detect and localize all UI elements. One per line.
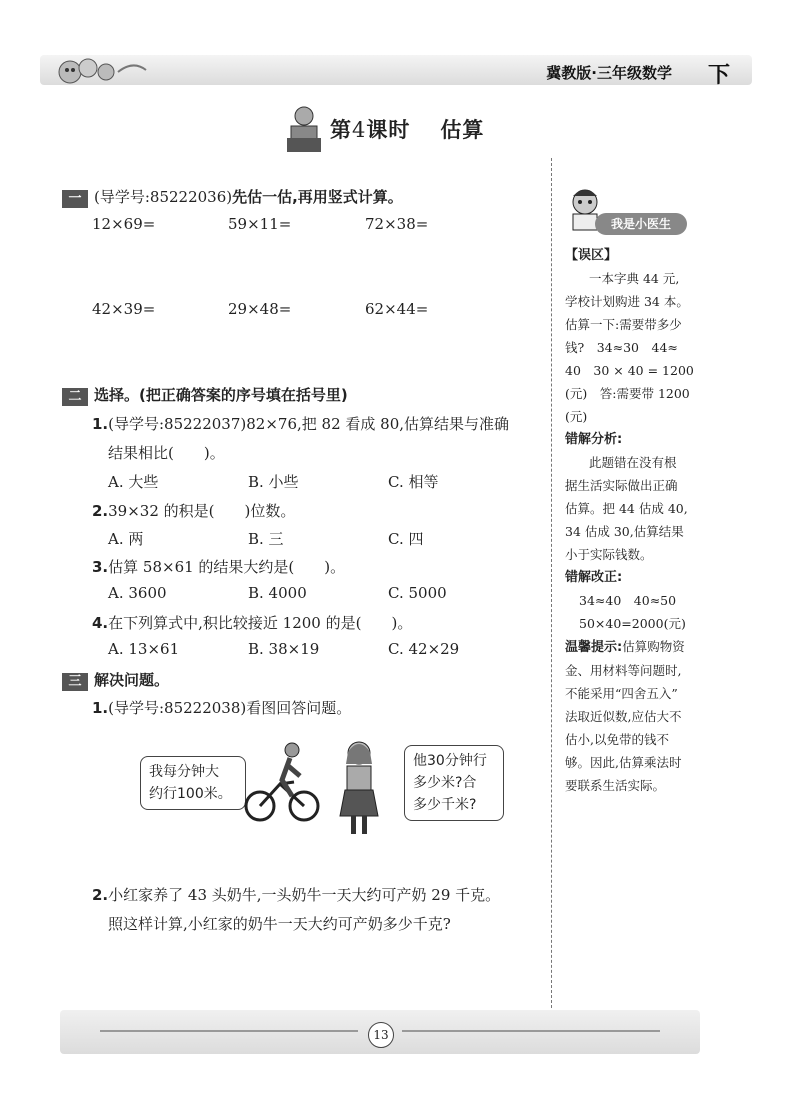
correction-label: 错解改正: — [565, 570, 623, 585]
mistake-label: 【误区】 — [565, 248, 618, 263]
tip-label: 温馨提示: — [565, 640, 623, 655]
sidebar-content: 【误区】 一本字典 44 元, 学校计划购进 34 本。 估算一下:需要带多少 钱? 34≈30 44≈ 40 30 × 40 = 1200 (元) 答:需要带 1200 (元) 错解分析: 此题错在没有根 据生活实际做出正确 估算。把 44 估成 40, 34 估成 30,估算结果 小于实际钱数。 错解改正: 34≈40 40≈50 50×40=2000(元) 温馨提示:估算购物资 金、用材料等问题时, 不能采用“四舍五入” 法取近似数,应估大不 估小,以免带的钱不 够。因此,估算乘法时 要联系生活实际。 — [565, 244, 705, 797]
q2-option-b: B. 三 — [248, 530, 284, 548]
section1-heading: 一 (导学号:85222036)先估一估,再用竖式计算。 — [62, 186, 403, 208]
q1-option-c: C. 相等 — [388, 473, 439, 491]
problem-4: 42×39= — [92, 300, 156, 318]
column-divider — [551, 158, 552, 1008]
choice-q2: 2.39×32 的积是( )位数。 — [92, 502, 296, 520]
q2-option-a: A. 两 — [108, 530, 144, 548]
q3-option-a: A. 3600 — [108, 584, 167, 602]
book-series: 冀教版·三年级数学 — [546, 64, 672, 82]
section-label: 一 — [62, 190, 88, 208]
q1-option-b: B. 小些 — [248, 473, 299, 491]
q3-option-c: C. 5000 — [388, 584, 447, 602]
lesson-title: 第4课时 估算 — [330, 118, 485, 142]
problem-5: 29×48= — [228, 300, 292, 318]
speech-bubble-girl: 他30分钟行 多少米?合 多少千米? — [404, 745, 504, 821]
header-cartoon-logo — [48, 50, 148, 90]
page-number: 13 — [368, 1022, 394, 1048]
problem-3: 72×38= — [365, 215, 429, 233]
problem-q2: 2.小红家养了 43 头奶牛,一头奶牛一天大约可产奶 29 千克。 — [92, 886, 501, 904]
section3-heading: 三 解决问题。 — [62, 669, 169, 691]
problem-2: 59×11= — [228, 215, 292, 233]
speech-bubble-cyclist: 我每分钟大 约行100米。 — [140, 756, 246, 810]
girl-illustration — [334, 738, 384, 838]
choice-q3: 3.估算 58×61 的结果大约是( )。 — [92, 558, 346, 576]
problem-1: 12×69= — [92, 215, 156, 233]
choice-q4: 4.在下列算式中,积比较接近 1200 的是( )。 — [92, 614, 413, 632]
q4-option-b: B. 38×19 — [248, 640, 320, 658]
section2-heading: 二 选择。(把正确答案的序号填在括号里) — [62, 384, 348, 406]
q1-option-a: A. 大些 — [108, 473, 159, 491]
choice-q1: 1.(导学号:85222037)82×76,把 82 看成 80,估算结果与准确 — [92, 415, 510, 433]
problem-6: 62×44= — [365, 300, 429, 318]
choice-q1-cont: 结果相比( )。 — [108, 444, 225, 462]
teacher-icon — [285, 104, 323, 154]
analysis-label: 错解分析: — [565, 432, 623, 447]
problem-q2-cont: 照这样计算,小红家的奶牛一天大约可产奶多少千克? — [108, 915, 451, 933]
q3-option-b: B. 4000 — [248, 584, 307, 602]
q4-option-c: C. 42×29 — [388, 640, 460, 658]
lesson-subtitle: 估算 — [440, 118, 485, 142]
q4-option-a: A. 13×61 — [108, 640, 180, 658]
q2-option-c: C. 四 — [388, 530, 424, 548]
footer-rule-right — [402, 1030, 660, 1032]
problem-q1: 1.(导学号:85222038)看图回答问题。 — [92, 699, 352, 717]
section-label: 二 — [62, 388, 88, 406]
volume-mark: 下 — [707, 63, 730, 88]
doctor-banner: 我是小医生 — [595, 213, 687, 235]
section-label: 三 — [62, 673, 88, 691]
footer-rule-left — [100, 1030, 358, 1032]
cyclist-illustration — [242, 736, 322, 826]
